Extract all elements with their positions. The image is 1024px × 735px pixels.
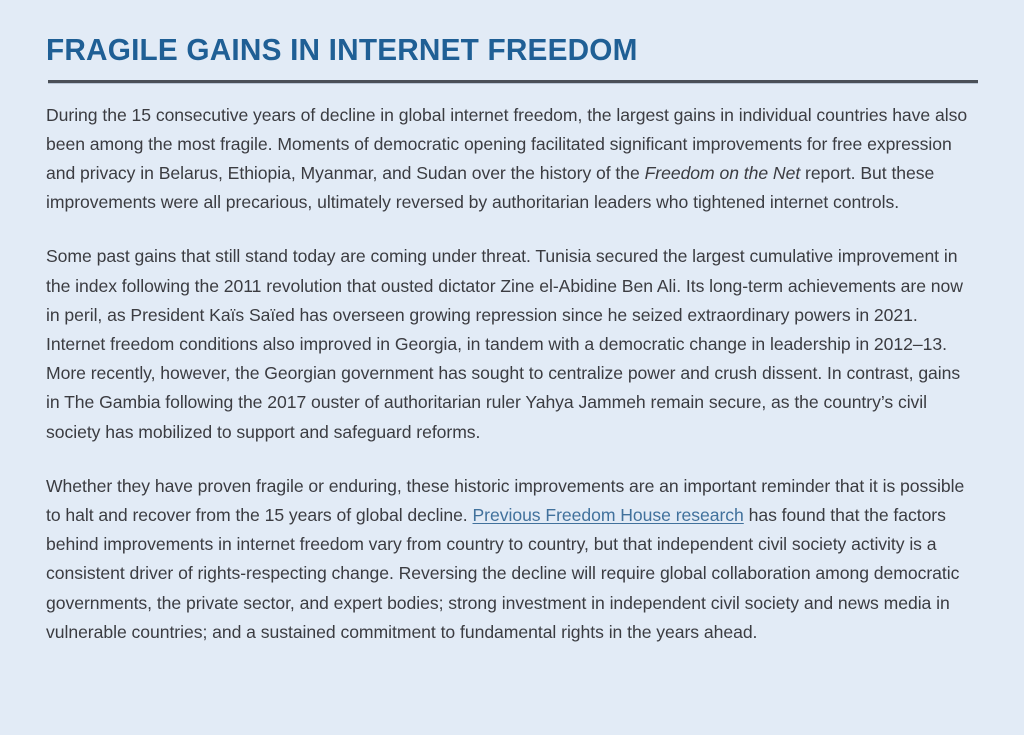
page-title: FRAGILE GAINS IN INTERNET FREEDOM bbox=[46, 32, 638, 67]
italic-title-run: Freedom on the Net bbox=[644, 162, 801, 183]
text-run: report. But these improvements were all precarious, ultimately reversed by authoritarian leaders who tightened internet controls. bbox=[46, 162, 935, 213]
text-run: has found that the factors behind improvements in internet freedom vary from country to country, but that independent civil society activity is a consistent driver of rights-respecting change. Reversing the decline will require global collaboration among democratic governments, the private sector, and expert bodies; strong investment in independent civil society and news media in vulnerable countries; and a sustained commitment to fundamental rights in the years ahead. bbox=[46, 504, 960, 642]
paragraph-3 bbox=[46, 472, 978, 647]
text-run: Whether they have proven fragile or enduring, these historic improvements are an important reminder that it is possible to halt and recover from the 15 years of global decline. bbox=[46, 475, 965, 525]
paragraph-2 bbox=[46, 242, 978, 446]
previous-research-link[interactable]: Previous Freedom House research bbox=[472, 504, 744, 525]
paragraph-1 bbox=[46, 101, 978, 218]
text-run: Some past gains that still stand today are coming under threat. Tunisia secured the largest cumulative improvement in the index following the 2011 revolution that ousted dictator Zine el-Abidine Ben Ali. Its long-term achievements are now in peril, as President Kaïs Saïed has overseen growing repression since he seized extraordinary powers in 2021. Internet freedom conditions also improved in Georgia, in tandem with a democratic change in leadership in 2012–13. More recently, however, the Georgian government has sought to centralize power and crush dissent. In contrast, gains in The Gambia following the 2017 ouster of authoritarian ruler Yahya Jammeh remain secure, as the country’s civil society has mobilized to support and safeguard reforms. bbox=[46, 246, 963, 442]
text-run: During the 15 consecutive years of decline in global internet freedom, the largest gains in individual countries have also been among the most fragile. Moments of democratic opening facilitated significant improvements for free expression and privacy in Belarus, Ethiopia, Myanmar, and Sudan over the history of the bbox=[46, 104, 968, 183]
article-body bbox=[46, 84, 978, 647]
headline-block bbox=[46, 0, 978, 84]
